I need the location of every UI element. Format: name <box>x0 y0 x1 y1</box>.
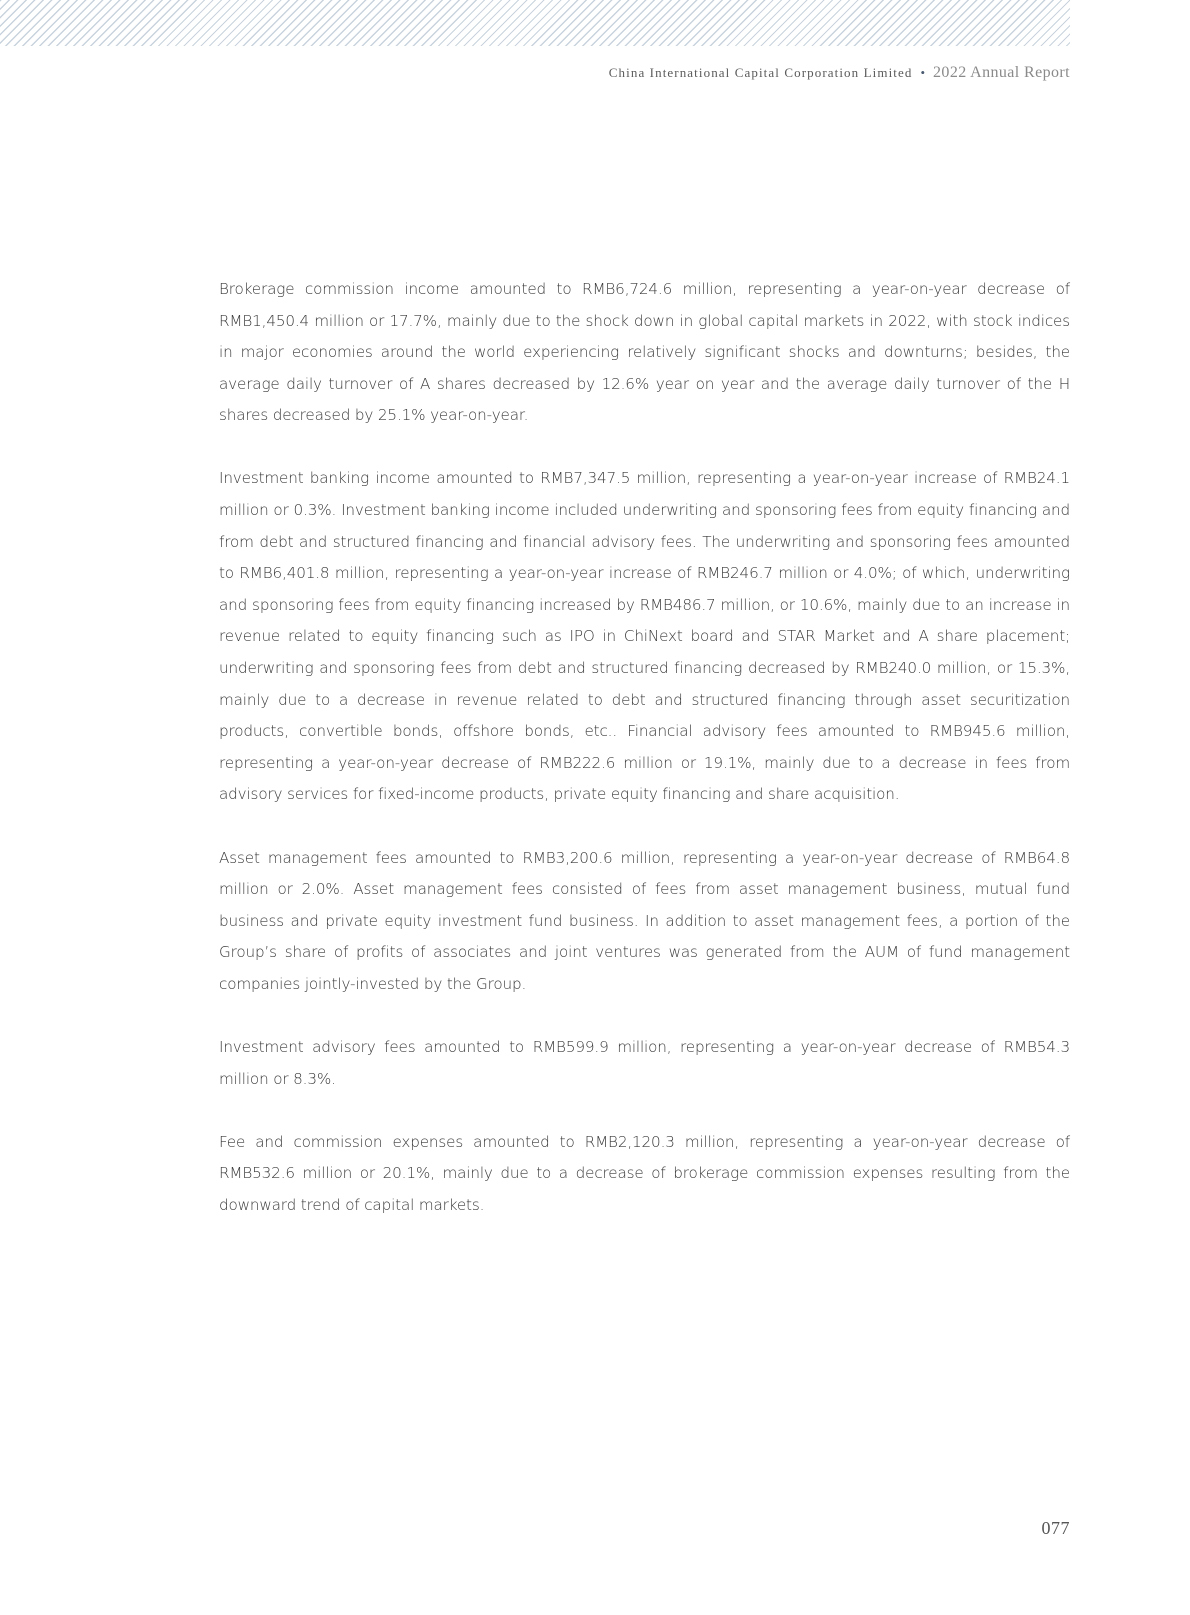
body-text <box>219 274 1070 1253</box>
paragraph-brokerage-commission: Brokerage commission income amounted to RMB6,724.6 million, representing a year-on-year decrease of RMB1,450.4 million or 17.7%, mainly due to the shock down in global capital markets in 2022, with stock indices in major economies around the world experiencing relatively significant shocks and downturns; besides, the average daily turnover of A shares decreased by 12.6% year on year and the average daily turnover of the H shares decreased by 25.1% year-on-year. <box>219 280 1070 425</box>
header-report-title: 2022 Annual Report <box>933 64 1070 81</box>
page-number: 077 <box>1041 1518 1070 1538</box>
header-separator-dot: • <box>920 65 926 80</box>
header-company-name: China International Capital Corporation Limited <box>608 65 913 80</box>
hatched-header-band <box>0 0 1070 46</box>
paragraph-investment-advisory: Investment advisory fees amounted to RMB599.9 million, representing a year-on-year decrease of RMB54.3 million or 8.3%. <box>219 1037 1070 1088</box>
running-header <box>609 64 1070 88</box>
paragraph-investment-banking: Investment banking income amounted to RMB7,347.5 million, representing a year-on-year increase of RMB24.1 million or 0.3%. Investment banking income included underwriting and sponsoring fees from equity financing and from debt and structured financing and financial advisory fees. The underwriting and sponsoring fees amounted to RMB6,401.8 million, representing a year-on-year increase of RMB246.7 million or 4.0%; of which, underwriting and sponsoring fees from equity financing increased by RMB486.7 million, or 10.6%, mainly due to an increase in revenue related to equity financing such as IPO in ChiNext board and STAR Market and A share placement; underwriting and sponsoring fees from debt and structured financing decreased by RMB240.0 million, or 15.3%, mainly due to a decrease in revenue related to debt and structured financing through asset securitization products, convertible bonds, offshore bonds, etc.. Financial advisory fees amounted to RMB945.6 million, representing a year-on-year decrease of RMB222.6 million or 19.1%, mainly due to a decrease in fees from advisory services for fixed-income products, private equity financing and share acquisition. <box>219 469 1070 804</box>
paragraph-asset-management: Asset management fees amounted to RMB3,200.6 million, representing a year-on-year decrease of RMB64.8 million or 2.0%. Asset management fees consisted of fees from asset management business, mutual fund business and private equity investment fund business. In addition to asset management fees, a portion of the Group’s share of profits of associates and joint ventures was generated from the AUM of fund management companies jointly-invested by the Group. <box>219 848 1070 993</box>
paragraph-fee-commission-expenses: Fee and commission expenses amounted to RMB2,120.3 million, representing a year-on-year decrease of RMB532.6 million or 20.1%, mainly due to a decrease of brokerage commission expenses resulting from the downward trend of capital markets. <box>219 1132 1070 1214</box>
